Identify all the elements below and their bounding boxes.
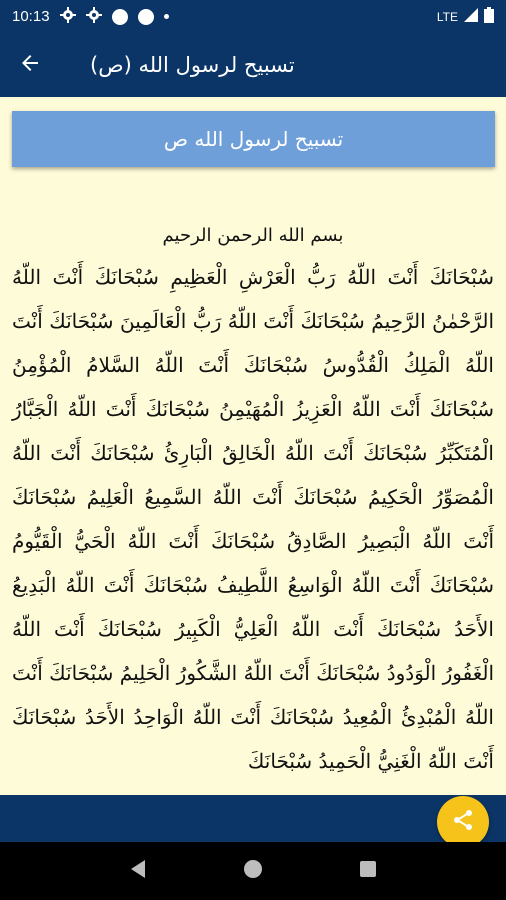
signal-icon <box>464 8 478 25</box>
nav-back-button[interactable] <box>118 851 158 891</box>
network-label: LTE <box>436 9 458 24</box>
basmala-text: بسم الله الرحمن الرحيم <box>162 225 344 246</box>
status-bar <box>0 0 506 33</box>
battery-icon <box>484 7 494 26</box>
system-nav-bar <box>0 842 506 900</box>
page-title: تسبيح لرسول الله (ص) <box>90 53 295 77</box>
recents-square-icon <box>359 860 377 882</box>
home-circle-icon <box>243 859 263 883</box>
arrow-left-icon <box>18 51 42 79</box>
tasbih-body-text: سُبْحَانَكَ أَنْتَ اللّهُ رَبُّ الْعَرْشِ الْعَظِيمِ سُبْحَانَكَ أَنْتَ اللّهُ الرَّحْمٰنُ الرَّحِيمُ سُبْحَانَكَ أَنْتَ اللّهُ رَبُّ الْعَالَمِينَ سُبْحَانَكَ أَنْتَ اللّهُ الْمَلِكُ الْقُدُّوسُ سُبْحَانَكَ أَنْتَ اللّهُ السَّلامُ الْمُؤْمِنُ سُبْحَانَكَ أَنْتَ اللّهُ الْعَزِيزُ الْمُهَيْمِنُ سُبْحَانَكَ أَنْتَ اللّهُ الْجَبَّارُ الْمُتَكَبِّرُ سُبْحَانَكَ أَنْتَ اللّهُ الْخَالِقُ الْبَارِئُ سُبْحَانَكَ أَنْتَ اللّهُ الْمُصَوِّرُ الْحَكِيمُ سُبْحَانَكَ أَنْتَ اللّهُ السَّمِيعُ الْعَلِيمُ سُبْحَانَكَ أَنْتَ اللّهُ الْبَصِيرُ الصَّادِقُ سُبْحَانَكَ أَنْتَ اللّهُ الْحَيُّ الْقَيُّومُ سُبْحَانَكَ أَنْتَ اللّهُ الْوَاسِعُ اللَّطِيفُ سُبْحَانَكَ أَنْتَ اللّهُ الْبَدِيعُ الأَحَدُ سُبْحَانَكَ أَنْتَ اللّهُ الْعَلِيُّ الْكَبِيرُ سُبْحَانَكَ أَنْتَ اللّهُ الْغَفُورُ الْوَدُودُ سُبْحَانَكَ أَنْتَ اللّهُ الشَّكُورُ الْحَلِيمُ سُبْحَانَكَ أَنْتَ اللّهُ الْمُبْدِئُ الْمُعِيدُ سُبْحَانَكَ أَنْتَ اللّهُ الْوَاحِدُ الأَحَدُ سُبْحَانَكَ أَنْتَ اللّهُ الْغَنِيُّ الْحَمِيدُ سُبْحَانَكَ <box>12 265 494 773</box>
gear-icon <box>60 7 76 27</box>
gear-icon <box>86 7 102 27</box>
circle-notification-icon <box>138 9 154 25</box>
share-button[interactable] <box>437 796 489 848</box>
content-area[interactable] <box>0 97 506 795</box>
back-triangle-icon <box>129 859 147 883</box>
app-bar <box>0 33 506 97</box>
back-button[interactable] <box>0 33 60 97</box>
status-right <box>437 7 494 26</box>
circle-notification-icon <box>112 9 128 25</box>
tasbih-header-button[interactable]: تسبيح لرسول الله ص <box>12 111 495 167</box>
share-icon <box>451 808 475 836</box>
bottom-bar <box>0 795 506 842</box>
status-time: 10:13 <box>12 8 50 25</box>
nav-recents-button[interactable] <box>348 851 388 891</box>
nav-home-button[interactable] <box>233 851 273 891</box>
dot-icon <box>164 14 169 19</box>
status-left <box>12 7 169 27</box>
